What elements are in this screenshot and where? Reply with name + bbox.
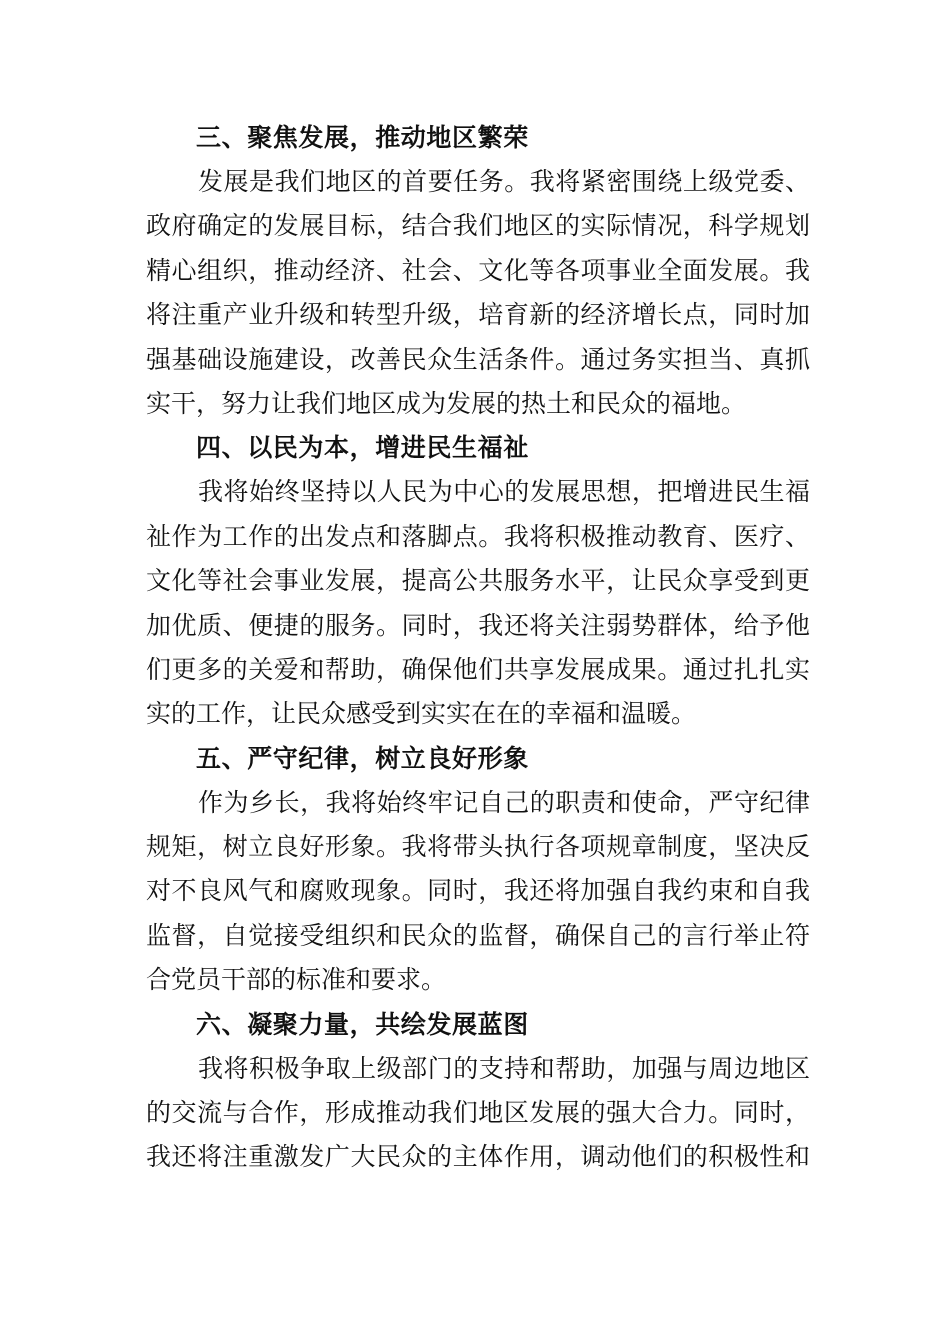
section-3	[146, 116, 810, 426]
paragraph-line: 我将始终坚持以人民为中心的发展思想，把增进民生福	[198, 477, 810, 507]
paragraph-line: 强基础设施建设，改善民众生活条件。通过务实担当、真抓	[146, 344, 810, 374]
paragraph-line: 加优质、便捷的服务。同时，我还将关注弱势群体，给予他	[146, 610, 810, 640]
section-5	[146, 737, 810, 1003]
section-heading: 三、聚焦发展，推动地区繁荣	[196, 123, 529, 152]
paragraph-line: 对不良风气和腐败现象。同时，我还将加强自我约束和自我	[146, 876, 810, 906]
paragraph-line: 政府确定的发展目标，结合我们地区的实际情况，科学规划	[146, 211, 810, 241]
paragraph-line: 将注重产业升级和转型升级，培育新的经济增长点，同时加	[146, 300, 810, 330]
paragraph-line: 精心组织，推动经济、社会、文化等各项事业全面发展。我	[146, 255, 810, 285]
paragraph-line: 们更多的关爱和帮助，确保他们共享发展成果。通过扎扎实	[146, 654, 810, 684]
paragraph-line: 我还将注重激发广大民众的主体作用，调动他们的积极性和	[146, 1142, 810, 1172]
paragraph-line: 文化等社会事业发展，提高公共服务水平，让民众享受到更	[146, 566, 810, 596]
paragraph-line: 监督，自觉接受组织和民众的监督，确保自己的言行举止符	[146, 920, 810, 950]
section-6	[146, 1003, 810, 1180]
paragraph-line: 实的工作，让民众感受到实实在在的幸福和温暖。	[146, 699, 697, 729]
paragraph-line: 规矩，树立良好形象。我将带头执行各项规章制度，坚决反	[146, 832, 810, 862]
section-4	[146, 426, 810, 736]
paragraph-line: 实干，努力让我们地区成为发展的热土和民众的福地。	[146, 388, 747, 418]
paragraph-line: 作为乡长，我将始终牢记自己的职责和使命，严守纪律	[198, 787, 810, 817]
paragraph-line: 祉作为工作的出发点和落脚点。我将积极推动教育、医疗、	[146, 521, 810, 551]
section-heading: 四、以民为本，增进民生福祉	[196, 433, 529, 463]
paragraph-line: 的交流与合作，形成推动我们地区发展的强大合力。同时，	[146, 1098, 810, 1128]
paragraph-line: 合党员干部的标准和要求。	[146, 965, 447, 995]
paragraph-line: 我将积极争取上级部门的支持和帮助，加强与周边地区	[198, 1053, 810, 1083]
section-heading: 六、凝聚力量，共绘发展蓝图	[196, 1009, 529, 1039]
paragraph-line: 发展是我们地区的首要任务。我将紧密围绕上级党委、	[198, 167, 810, 196]
document-body	[146, 116, 810, 1180]
section-heading: 五、严守纪律，树立良好形象	[196, 743, 529, 773]
